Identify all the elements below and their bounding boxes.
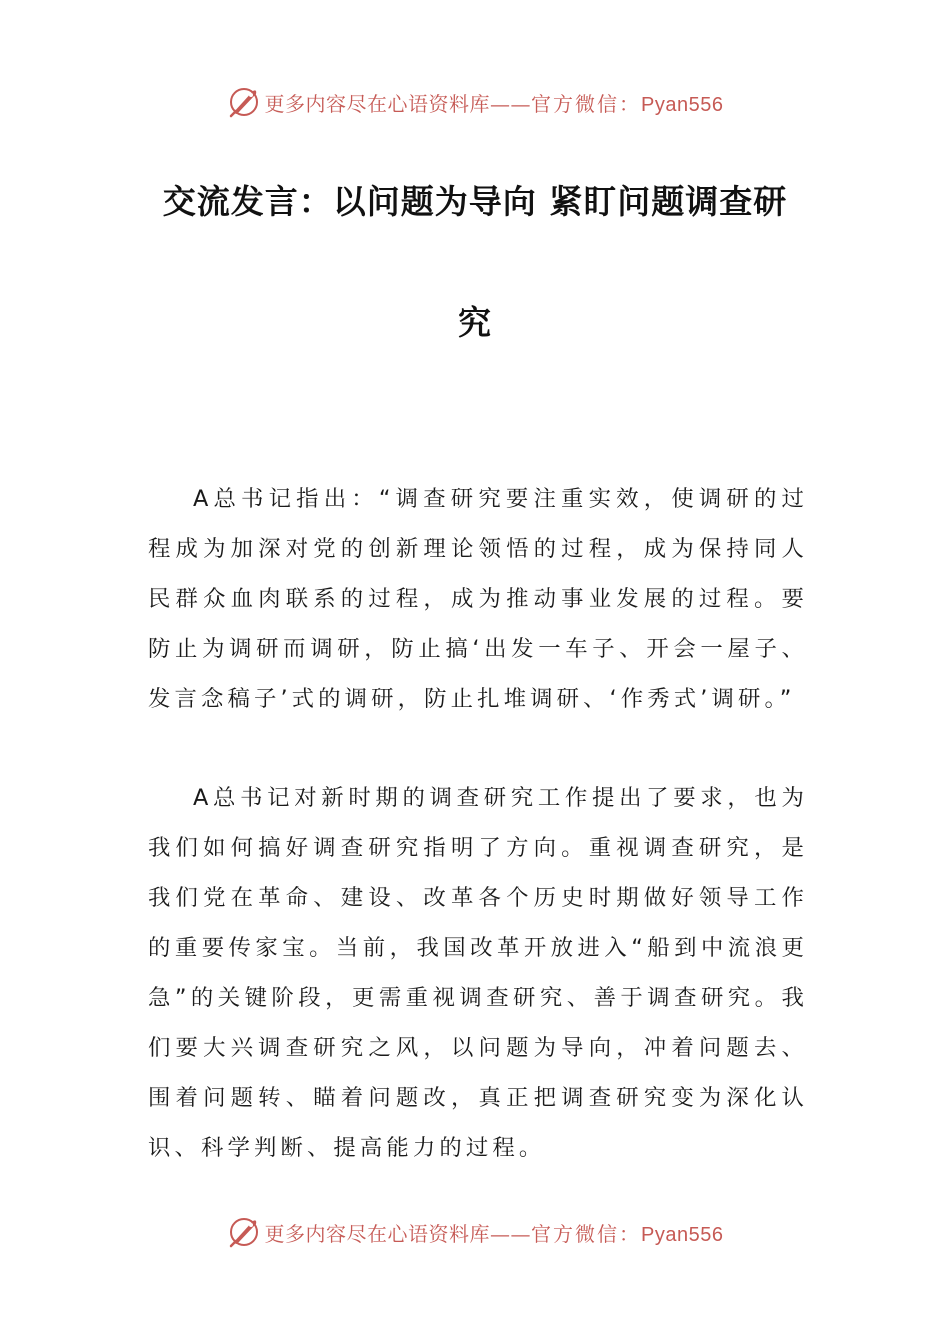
footer-banner <box>0 1210 950 1254</box>
body-paragraph: A总书记指出：“调查研究要注重实效，使调研的过程成为加深对党的创新理论领悟的过程，成为保持同人民群众血肉联系的过程，成为推动事业发展的过程。要防止为调研而调研，防止搞‘出发一车子、开会一屋子、发言念稿子’式的调研，防止扎堆调研、‘作秀式’调研。” <box>148 486 808 712</box>
document-title-line-2: 究 <box>458 303 492 342</box>
header-banner-site: 更多内容尽在心语资料库 <box>264 91 491 116</box>
header-banner <box>0 80 950 124</box>
quill-pen-logo-icon <box>227 1215 261 1249</box>
header-banner-wechat-label: 官方微信： <box>531 91 642 116</box>
footer-banner-wechat-label: 官方微信： <box>531 1221 642 1246</box>
header-banner-text <box>265 88 724 117</box>
quill-pen-logo-icon <box>227 85 261 119</box>
footer-banner-site: 更多内容尽在心语资料库 <box>264 1221 491 1246</box>
body-paragraph: A总书记对新时期的调查研究工作提出了要求，也为我们如何搞好调查研究指明了方向。重视调查研究，是我们党在革命、建设、改革各个历史时期做好领导工作的重要传家宝。当前，我国改革开放进入“船到中流浪更急”的关键阶段，更需重视调查研究、善于调查研究。我们要大兴调查研究之风，以问题为导向，冲着问题去、围着问题转、瞄着问题改，真正把调查研究变为深化认识、科学判断、提高能力的过程。 <box>148 785 808 1161</box>
header-banner-dash: —— <box>490 91 532 116</box>
footer-banner-text <box>265 1218 724 1247</box>
header-banner-wechat-id: Pyan556 <box>641 93 724 116</box>
footer-banner-dash: —— <box>490 1221 532 1246</box>
footer-banner-wechat-id: Pyan556 <box>641 1223 724 1246</box>
document-title-line-1: 交流发言：以问题为导向 紧盯问题调查研 <box>162 182 788 221</box>
